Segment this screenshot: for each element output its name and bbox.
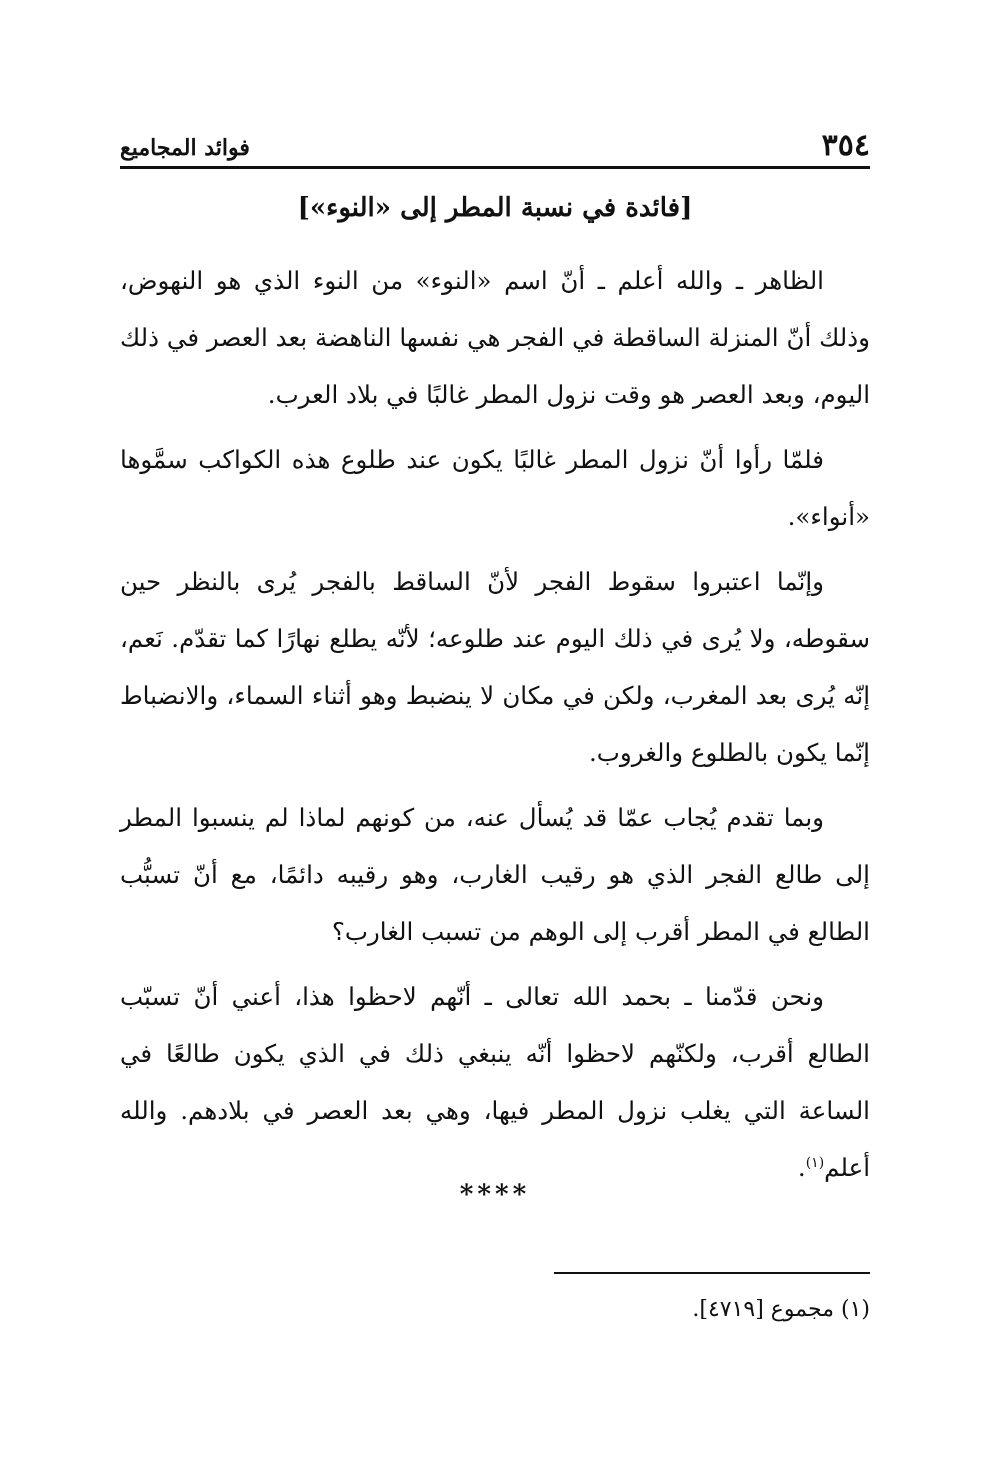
section-separator: **** [459,1180,531,1210]
footnote-divider [554,1272,870,1274]
body-text [120,252,870,1204]
book-page [120,0,870,1458]
footnote-reference[interactable]: (١) [805,1154,825,1171]
paragraph-5-end: . [797,1153,806,1182]
paragraph-5-text: ونحن قدّمنا ـ بحمد الله تعالى ـ أنّهم لاحظوا هذا، أعني أنّ تسبّب الطالع أقرب، ولكنّهم لاحظوا أنّه ينبغي ذلك في الذي يكون طالعًا في الساعة التي يغلب نزول المطر فيها، وهي بعد العصر في بلادهم. والله أعلم [120,982,870,1182]
paragraph-3: وإنّما اعتبروا سقوط الفجر لأنّ الساقط بالفجر يُرى بالنظر حين سقوطه، ولا يُرى في ذلك اليوم عند طلوعه؛ لأنّه يطلع نهارًا كما تقدّم. نَعم، إنّه يُرى بعد المغرب، ولكن في مكان لا ينضبط وهو أثناء السماء، والانضباط إنّما يكون بالطلوع والغروب. [120,567,870,767]
page-number: ٣٥٤ [821,128,870,163]
paragraph-5 [120,968,870,1196]
paragraph-4: وبما تقدم يُجاب عمّا قد يُسأل عنه، من كونهم لماذا لم ينسبوا المطر إلى طالع الفجر الذي هو رقيب الغارب، وهو رقيبه دائمًا، مع أنّ تسبُّب الطالع في المطر أقرب إلى الوهم من تسبب الغارب؟ [120,803,870,946]
footnote: (١) مجموع [٤٧١٩]. [692,1297,870,1322]
section-title: [فائدة في نسبة المطر إلى «النوء»] [297,193,693,223]
paragraph-1: الظاهر ـ والله أعلم ـ أنّ اسم «النوء» من النوء الذي هو النهوض، وذلك أنّ المنزلة الساقطة في الفجر هي نفسها الناهضة بعد العصر في ذلك اليوم، وبعد العصر هو وقت نزول المطر غالبًا في بلاد العرب. [120,266,870,409]
page-header [120,128,870,169]
paragraph-2: فلمّا رأوا أنّ نزول المطر غالبًا يكون عند طلوع هذه الكواكب سمَّوها «أنواء». [120,445,870,531]
running-title: فوائد المجاميع [120,135,250,161]
